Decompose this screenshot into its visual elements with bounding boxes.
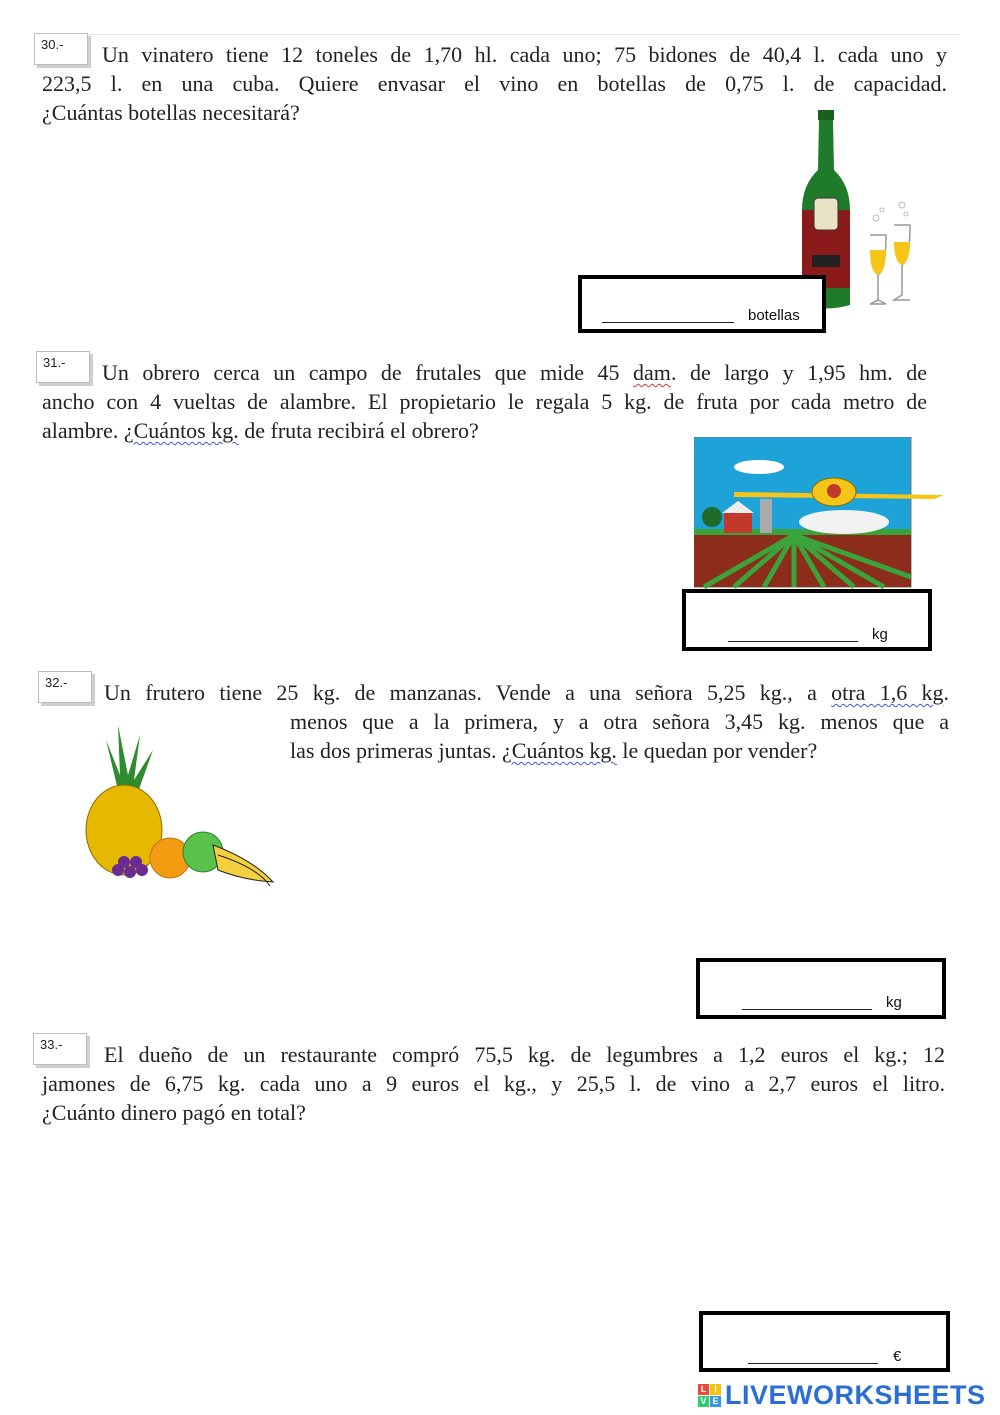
problem-32-line-3b: le quedan por vender? bbox=[622, 738, 818, 763]
logo-letter-i: I bbox=[710, 1384, 721, 1395]
problem-32-answer-box[interactable] bbox=[696, 958, 946, 1019]
problem-31-line-1a: Un obrero cerca un campo de frutales que mide 45 bbox=[102, 360, 620, 385]
logo-letter-e: E bbox=[710, 1396, 721, 1407]
problem-31-answer-blank[interactable] bbox=[728, 641, 858, 643]
problem-31-dam-word: dam bbox=[633, 360, 671, 385]
problem-31-answer-unit: kg bbox=[872, 626, 888, 643]
problem-30-answer-box[interactable] bbox=[578, 275, 826, 333]
problem-33-line-3: ¿Cuánto dinero pagó en total? bbox=[42, 1100, 306, 1125]
problem-33-line-2: jamones de 6,75 kg. cada uno a 9 euros el kg., y 25,5 l. de vino a 2,7 euros el litro. bbox=[42, 1071, 945, 1096]
problem-31-question-highlight: ¿Cuántos kg. bbox=[123, 418, 239, 443]
problem-31-line-3a: alambre. bbox=[42, 418, 119, 443]
problem-32-line-3a: las dos primeras juntas. bbox=[290, 738, 497, 763]
problem-30-answer-unit: botellas bbox=[748, 307, 800, 324]
logo-letter-v: V bbox=[698, 1396, 709, 1407]
problem-32-number: 32.- bbox=[38, 671, 92, 703]
problem-32-line-1b: . bbox=[943, 680, 949, 705]
problem-32-otra-highlight: otra 1,6 kg bbox=[831, 680, 944, 705]
fruit-basket-image bbox=[78, 720, 278, 890]
liveworksheets-logo[interactable] bbox=[698, 1380, 986, 1411]
problem-32-answer-unit: kg bbox=[886, 994, 902, 1011]
liveworksheets-brand-name: LIVEWORKSHEETS bbox=[725, 1380, 986, 1410]
problem-32-answer-blank[interactable] bbox=[742, 1009, 872, 1011]
problem-30-line-2: 223,5 l. en una cuba. Quiere envasar el vino en botellas de 0,75 l. de capacidad. bbox=[42, 71, 947, 96]
problem-32-line-1 bbox=[104, 678, 949, 707]
problem-33-answer-box[interactable] bbox=[699, 1311, 950, 1372]
problem-33-answer-blank[interactable] bbox=[748, 1363, 878, 1365]
problem-31-text bbox=[42, 358, 927, 445]
problem-33-number: 33.- bbox=[33, 1033, 87, 1065]
problem-31-line-1 bbox=[42, 358, 927, 387]
problem-33-line-1: El dueño de un restaurante compró 75,5 kg. de legumbres a 1,2 euros el kg.; 12 bbox=[104, 1042, 945, 1067]
problem-30-line-1: Un vinatero tiene 12 toneles de 1,70 hl. cada uno; 75 bidones de 40,4 l. cada uno y bbox=[102, 42, 947, 67]
problem-31-line-2: ancho con 4 vueltas de alambre. El propietario le regala 5 kg. de fruta por cada metro de bbox=[42, 389, 927, 414]
problem-31-line-1b: . de largo y 1,95 hm. de bbox=[670, 360, 928, 385]
problem-30-number: 30.- bbox=[34, 33, 88, 65]
liveworksheets-logo-icon bbox=[698, 1384, 721, 1407]
problem-32-question-highlight: ¿Cuántos kg. bbox=[502, 738, 617, 763]
problem-31-answer-box[interactable] bbox=[682, 589, 932, 651]
problem-30-line-3: ¿Cuántas botellas necesitará? bbox=[42, 100, 300, 125]
problem-30-answer-blank[interactable] bbox=[602, 322, 734, 324]
problem-32-line-2: menos que a la primera, y a otra señora 3,45 kg. menos que a bbox=[290, 709, 949, 734]
problem-33-answer-unit: € bbox=[893, 1348, 902, 1365]
logo-letter-l: L bbox=[698, 1384, 709, 1395]
crop-duster-field-image bbox=[694, 437, 944, 592]
page-top-rule bbox=[40, 34, 960, 35]
problem-31-number: 31.- bbox=[36, 351, 90, 383]
problem-32-line-1a: Un frutero tiene 25 kg. de manzanas. Vende a una señora 5,25 kg., a bbox=[104, 680, 817, 705]
problem-32-line-3 bbox=[290, 736, 949, 765]
problem-31-line-3b: de fruta recibirá el obrero? bbox=[244, 418, 479, 443]
problem-33-text bbox=[42, 1040, 945, 1127]
